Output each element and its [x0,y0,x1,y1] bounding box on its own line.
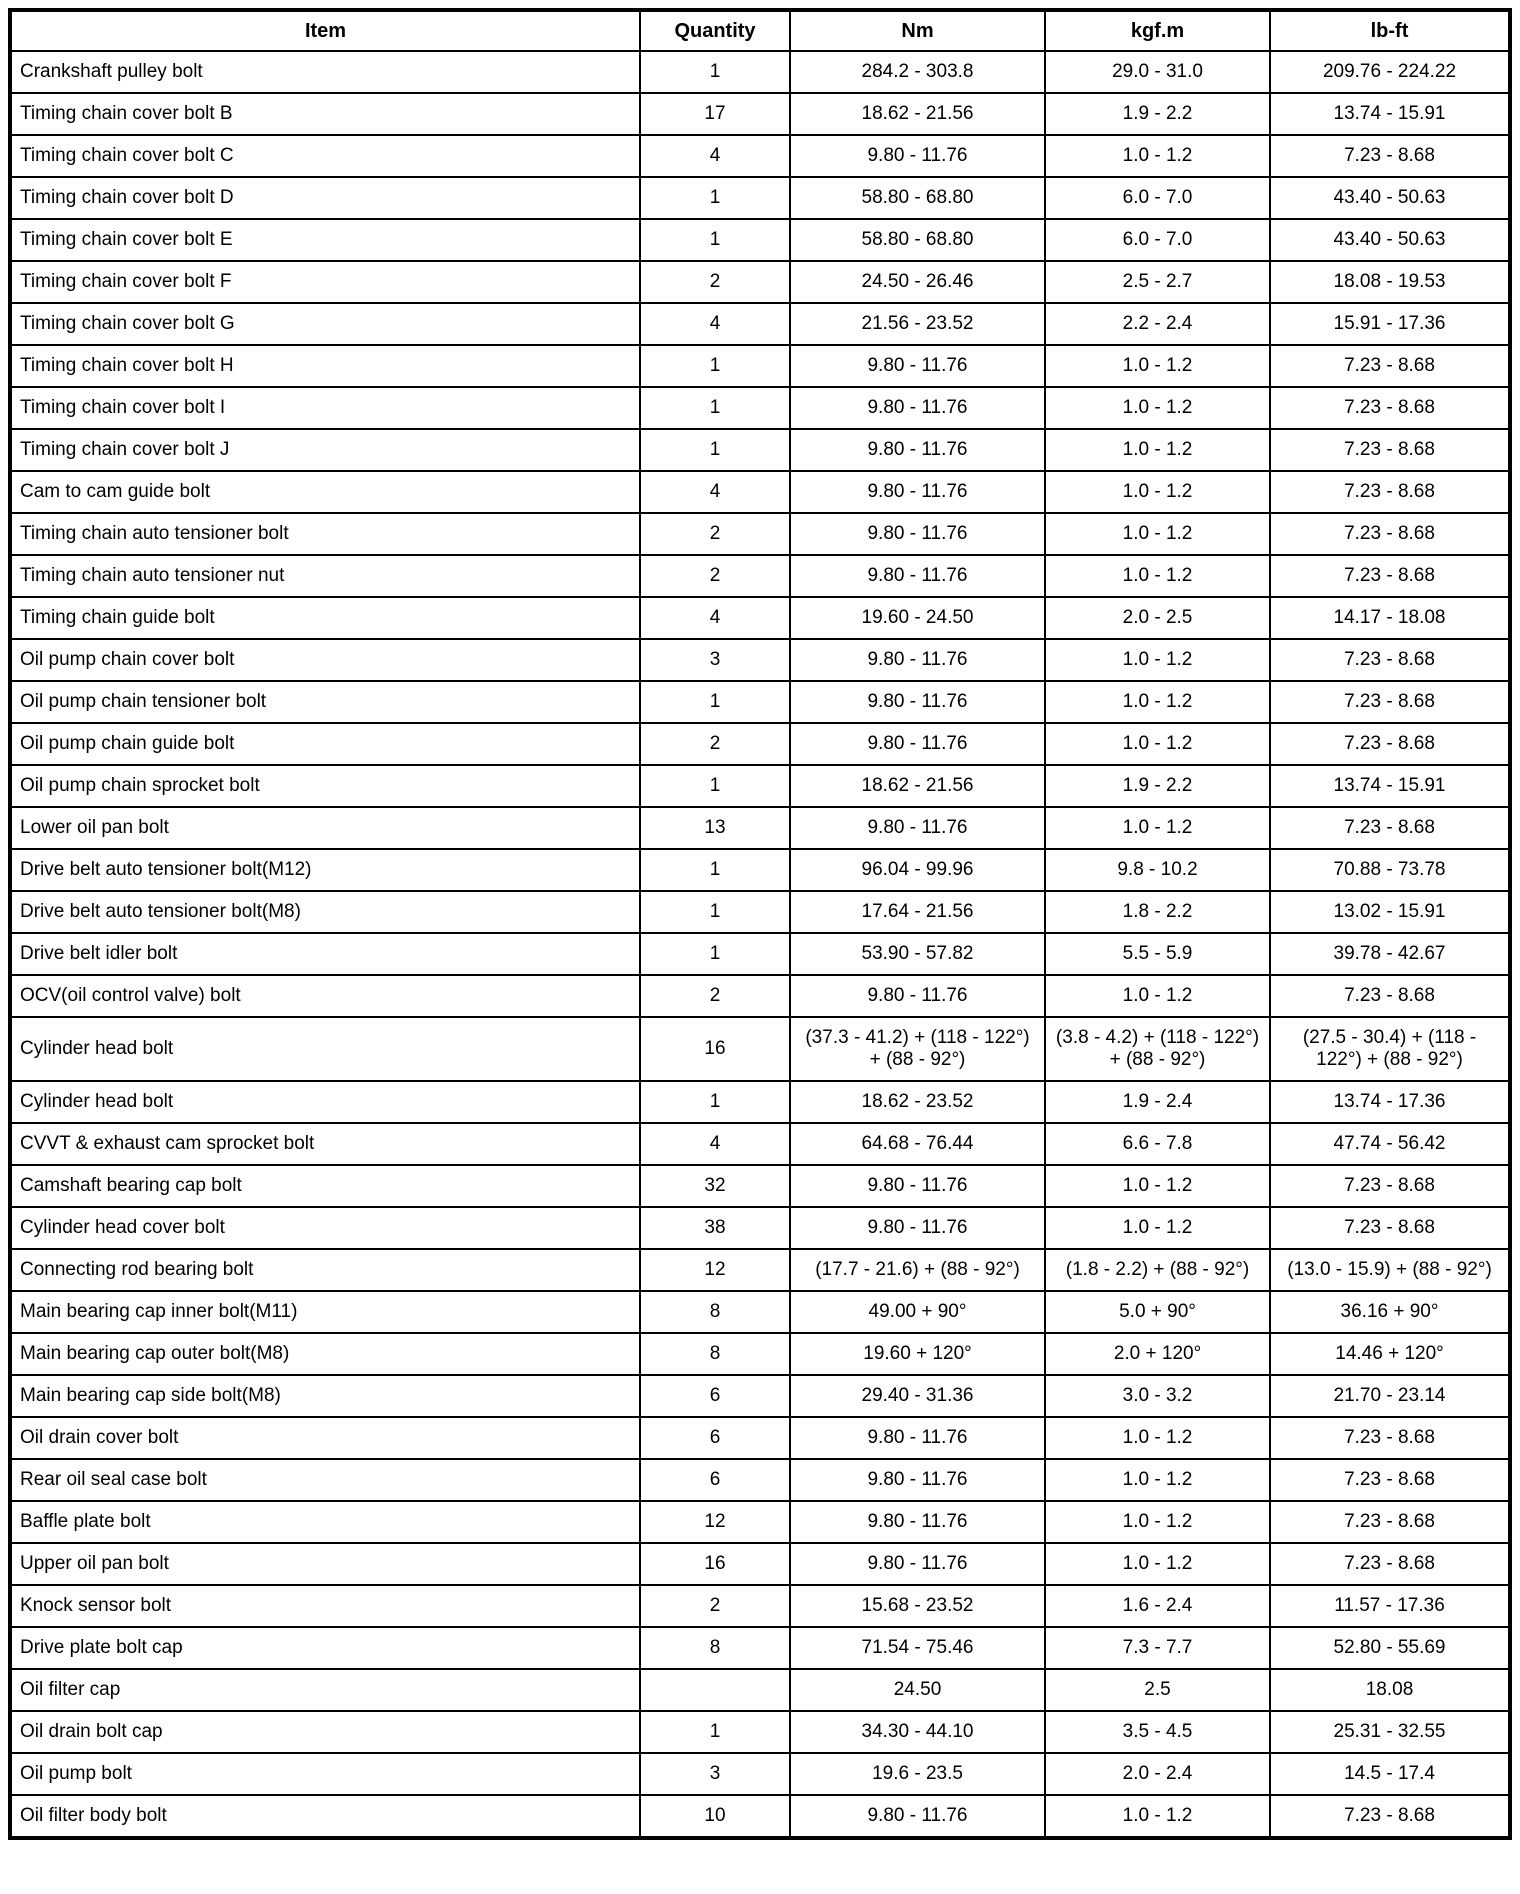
item-cell: Rear oil seal case bolt [10,1459,640,1501]
quantity-cell: 1 [640,429,790,471]
quantity-cell: 1 [640,891,790,933]
lbft-cell: 7.23 - 8.68 [1270,135,1510,177]
table-row [10,303,1510,345]
table-row [10,513,1510,555]
lbft-cell: 7.23 - 8.68 [1270,639,1510,681]
table-row [10,51,1510,93]
lbft-cell: (27.5 - 30.4) + (118 - 122°) + (88 - 92°) [1270,1017,1510,1081]
item-cell: Oil pump chain cover bolt [10,639,640,681]
quantity-cell: 8 [640,1627,790,1669]
nm-cell: 18.62 - 23.52 [790,1081,1045,1123]
kgfm-cell: 2.0 - 2.4 [1045,1753,1270,1795]
lbft-cell: 7.23 - 8.68 [1270,975,1510,1017]
nm-cell: 9.80 - 11.76 [790,975,1045,1017]
kgfm-cell: 1.0 - 1.2 [1045,555,1270,597]
table-row [10,1123,1510,1165]
kgfm-cell: 1.0 - 1.2 [1045,639,1270,681]
nm-cell: 64.68 - 76.44 [790,1123,1045,1165]
item-cell: Crankshaft pulley bolt [10,51,640,93]
table-row [10,1165,1510,1207]
header-row [10,10,1510,51]
table-row [10,1081,1510,1123]
header-nm: Nm [790,10,1045,51]
quantity-cell: 2 [640,723,790,765]
nm-cell: 19.60 + 120° [790,1333,1045,1375]
nm-cell: 24.50 [790,1669,1045,1711]
kgfm-cell: 5.0 + 90° [1045,1291,1270,1333]
kgfm-cell: 1.0 - 1.2 [1045,723,1270,765]
lbft-cell: 7.23 - 8.68 [1270,471,1510,513]
kgfm-cell: 2.0 - 2.5 [1045,597,1270,639]
item-cell: Timing chain cover bolt B [10,93,640,135]
nm-cell: 34.30 - 44.10 [790,1711,1045,1753]
nm-cell: 71.54 - 75.46 [790,1627,1045,1669]
nm-cell: 49.00 + 90° [790,1291,1045,1333]
kgfm-cell: 1.0 - 1.2 [1045,429,1270,471]
quantity-cell: 1 [640,933,790,975]
kgfm-cell: 1.0 - 1.2 [1045,135,1270,177]
table-row [10,1543,1510,1585]
nm-cell: (17.7 - 21.6) + (88 - 92°) [790,1249,1045,1291]
quantity-cell: 17 [640,93,790,135]
item-cell: Cylinder head cover bolt [10,1207,640,1249]
nm-cell: 58.80 - 68.80 [790,177,1045,219]
kgfm-cell: 1.0 - 1.2 [1045,1543,1270,1585]
quantity-cell: 2 [640,261,790,303]
quantity-cell: 1 [640,765,790,807]
nm-cell: 19.6 - 23.5 [790,1753,1045,1795]
table-row [10,765,1510,807]
nm-cell: 58.80 - 68.80 [790,219,1045,261]
quantity-cell: 16 [640,1543,790,1585]
nm-cell: 9.80 - 11.76 [790,1417,1045,1459]
table-row [10,177,1510,219]
nm-cell: 9.80 - 11.76 [790,723,1045,765]
lbft-cell: 7.23 - 8.68 [1270,1417,1510,1459]
lbft-cell: 7.23 - 8.68 [1270,345,1510,387]
lbft-cell: 7.23 - 8.68 [1270,1165,1510,1207]
lbft-cell: 7.23 - 8.68 [1270,1795,1510,1838]
nm-cell: 15.68 - 23.52 [790,1585,1045,1627]
kgfm-cell: 6.0 - 7.0 [1045,177,1270,219]
kgfm-cell: 29.0 - 31.0 [1045,51,1270,93]
item-cell: Timing chain auto tensioner nut [10,555,640,597]
item-cell: Main bearing cap outer bolt(M8) [10,1333,640,1375]
lbft-cell: 7.23 - 8.68 [1270,1501,1510,1543]
lbft-cell: 7.23 - 8.68 [1270,723,1510,765]
lbft-cell: 7.23 - 8.68 [1270,681,1510,723]
lbft-cell: 7.23 - 8.68 [1270,513,1510,555]
kgfm-cell: 1.0 - 1.2 [1045,1417,1270,1459]
kgfm-cell: 1.9 - 2.4 [1045,1081,1270,1123]
table-row [10,261,1510,303]
kgfm-cell: 2.5 [1045,1669,1270,1711]
table-row [10,807,1510,849]
kgfm-cell: 2.2 - 2.4 [1045,303,1270,345]
lbft-cell: 209.76 - 224.22 [1270,51,1510,93]
lbft-cell: 13.74 - 15.91 [1270,765,1510,807]
item-cell: Drive belt auto tensioner bolt(M8) [10,891,640,933]
table-row [10,1249,1510,1291]
lbft-cell: 36.16 + 90° [1270,1291,1510,1333]
item-cell: Drive plate bolt cap [10,1627,640,1669]
nm-cell: 9.80 - 11.76 [790,387,1045,429]
item-cell: Main bearing cap inner bolt(M11) [10,1291,640,1333]
table-row [10,1291,1510,1333]
lbft-cell: 14.5 - 17.4 [1270,1753,1510,1795]
table-row [10,975,1510,1017]
table-row [10,219,1510,261]
nm-cell: 53.90 - 57.82 [790,933,1045,975]
nm-cell: 9.80 - 11.76 [790,807,1045,849]
item-cell: Timing chain cover bolt G [10,303,640,345]
item-cell: Main bearing cap side bolt(M8) [10,1375,640,1417]
item-cell: Drive belt auto tensioner bolt(M12) [10,849,640,891]
nm-cell: 9.80 - 11.76 [790,555,1045,597]
nm-cell: 284.2 - 303.8 [790,51,1045,93]
table-row [10,597,1510,639]
table-row [10,1795,1510,1838]
nm-cell: 9.80 - 11.76 [790,513,1045,555]
table-row [10,1459,1510,1501]
quantity-cell: 2 [640,555,790,597]
lbft-cell: 15.91 - 17.36 [1270,303,1510,345]
quantity-cell: 2 [640,1585,790,1627]
lbft-cell: 7.23 - 8.68 [1270,1459,1510,1501]
table-row [10,849,1510,891]
table-row [10,471,1510,513]
quantity-cell: 3 [640,1753,790,1795]
torque-spec-table [8,8,1512,1840]
item-cell: Oil pump chain guide bolt [10,723,640,765]
quantity-cell: 6 [640,1459,790,1501]
kgfm-cell: 1.0 - 1.2 [1045,513,1270,555]
nm-cell: 96.04 - 99.96 [790,849,1045,891]
kgfm-cell: 1.0 - 1.2 [1045,1207,1270,1249]
table-row [10,1585,1510,1627]
lbft-cell: 21.70 - 23.14 [1270,1375,1510,1417]
nm-cell: 9.80 - 11.76 [790,681,1045,723]
kgfm-cell: 5.5 - 5.9 [1045,933,1270,975]
lbft-cell: 7.23 - 8.68 [1270,1543,1510,1585]
quantity-cell: 16 [640,1017,790,1081]
lbft-cell: 13.02 - 15.91 [1270,891,1510,933]
nm-cell: 18.62 - 21.56 [790,93,1045,135]
nm-cell: 9.80 - 11.76 [790,1501,1045,1543]
table-row [10,387,1510,429]
quantity-cell: 2 [640,513,790,555]
kgfm-cell: 1.6 - 2.4 [1045,1585,1270,1627]
quantity-cell: 12 [640,1501,790,1543]
table-row [10,1627,1510,1669]
item-cell: Cylinder head bolt [10,1081,640,1123]
nm-cell: 9.80 - 11.76 [790,1165,1045,1207]
item-cell: Cam to cam guide bolt [10,471,640,513]
item-cell: Oil pump chain tensioner bolt [10,681,640,723]
table-row [10,1417,1510,1459]
kgfm-cell: 2.5 - 2.7 [1045,261,1270,303]
kgfm-cell: 7.3 - 7.7 [1045,1627,1270,1669]
lbft-cell: 25.31 - 32.55 [1270,1711,1510,1753]
item-cell: Oil drain cover bolt [10,1417,640,1459]
table-row [10,1017,1510,1081]
lbft-cell: 18.08 - 19.53 [1270,261,1510,303]
nm-cell: 9.80 - 11.76 [790,1459,1045,1501]
lbft-cell: 13.74 - 17.36 [1270,1081,1510,1123]
quantity-cell: 6 [640,1417,790,1459]
quantity-cell: 1 [640,849,790,891]
kgfm-cell: 1.0 - 1.2 [1045,807,1270,849]
quantity-cell: 1 [640,1711,790,1753]
lbft-cell: 11.57 - 17.36 [1270,1585,1510,1627]
quantity-cell: 6 [640,1375,790,1417]
nm-cell: 24.50 - 26.46 [790,261,1045,303]
quantity-cell: 13 [640,807,790,849]
quantity-cell: 2 [640,975,790,1017]
kgfm-cell: 1.0 - 1.2 [1045,1459,1270,1501]
quantity-cell: 4 [640,135,790,177]
item-cell: OCV(oil control valve) bolt [10,975,640,1017]
quantity-cell: 4 [640,597,790,639]
item-cell: Timing chain guide bolt [10,597,640,639]
nm-cell: 18.62 - 21.56 [790,765,1045,807]
item-cell: Timing chain cover bolt C [10,135,640,177]
quantity-cell: 8 [640,1291,790,1333]
nm-cell: 9.80 - 11.76 [790,1543,1045,1585]
header-lbft: lb-ft [1270,10,1510,51]
quantity-cell: 10 [640,1795,790,1838]
lbft-cell: 43.40 - 50.63 [1270,219,1510,261]
lbft-cell: (13.0 - 15.9) + (88 - 92°) [1270,1249,1510,1291]
nm-cell: 17.64 - 21.56 [790,891,1045,933]
kgfm-cell: 1.0 - 1.2 [1045,975,1270,1017]
item-cell: Drive belt idler bolt [10,933,640,975]
table-row [10,1753,1510,1795]
quantity-cell: 12 [640,1249,790,1291]
quantity-cell: 3 [640,639,790,681]
item-cell: Oil pump chain sprocket bolt [10,765,640,807]
item-cell: Oil pump bolt [10,1753,640,1795]
quantity-cell: 1 [640,1081,790,1123]
quantity-cell: 1 [640,387,790,429]
table-row [10,429,1510,471]
item-cell: Timing chain auto tensioner bolt [10,513,640,555]
item-cell: Timing chain cover bolt E [10,219,640,261]
table-row [10,723,1510,765]
nm-cell: 9.80 - 11.76 [790,471,1045,513]
header-quantity: Quantity [640,10,790,51]
kgfm-cell: 6.0 - 7.0 [1045,219,1270,261]
lbft-cell: 7.23 - 8.68 [1270,387,1510,429]
table-row [10,681,1510,723]
nm-cell: 9.80 - 11.76 [790,639,1045,681]
quantity-cell: 4 [640,303,790,345]
kgfm-cell: 1.9 - 2.2 [1045,93,1270,135]
nm-cell: 19.60 - 24.50 [790,597,1045,639]
lbft-cell: 7.23 - 8.68 [1270,807,1510,849]
table-body [10,51,1510,1838]
item-cell: Cylinder head bolt [10,1017,640,1081]
quantity-cell: 32 [640,1165,790,1207]
table-row [10,1207,1510,1249]
item-cell: Upper oil pan bolt [10,1543,640,1585]
lbft-cell: 13.74 - 15.91 [1270,93,1510,135]
lbft-cell: 14.46 + 120° [1270,1333,1510,1375]
table-row [10,345,1510,387]
item-cell: CVVT & exhaust cam sprocket bolt [10,1123,640,1165]
nm-cell: 9.80 - 11.76 [790,1207,1045,1249]
kgfm-cell: 3.0 - 3.2 [1045,1375,1270,1417]
item-cell: Lower oil pan bolt [10,807,640,849]
nm-cell: 9.80 - 11.76 [790,135,1045,177]
lbft-cell: 39.78 - 42.67 [1270,933,1510,975]
kgfm-cell: 1.8 - 2.2 [1045,891,1270,933]
kgfm-cell: 1.0 - 1.2 [1045,1165,1270,1207]
item-cell: Connecting rod bearing bolt [10,1249,640,1291]
item-cell: Oil filter cap [10,1669,640,1711]
quantity-cell: 1 [640,681,790,723]
table-row [10,891,1510,933]
table-row [10,1333,1510,1375]
item-cell: Knock sensor bolt [10,1585,640,1627]
kgfm-cell: 1.0 - 1.2 [1045,387,1270,429]
item-cell: Timing chain cover bolt H [10,345,640,387]
lbft-cell: 7.23 - 8.68 [1270,1207,1510,1249]
lbft-cell: 70.88 - 73.78 [1270,849,1510,891]
lbft-cell: 7.23 - 8.68 [1270,429,1510,471]
lbft-cell: 18.08 [1270,1669,1510,1711]
quantity-cell: 4 [640,1123,790,1165]
item-cell: Timing chain cover bolt D [10,177,640,219]
kgfm-cell: 3.5 - 4.5 [1045,1711,1270,1753]
quantity-cell: 8 [640,1333,790,1375]
quantity-cell: 38 [640,1207,790,1249]
quantity-cell: 4 [640,471,790,513]
table-row [10,1375,1510,1417]
lbft-cell: 52.80 - 55.69 [1270,1627,1510,1669]
item-cell: Timing chain cover bolt I [10,387,640,429]
table-row [10,93,1510,135]
table-row [10,1501,1510,1543]
kgfm-cell: 1.0 - 1.2 [1045,1795,1270,1838]
table-row [10,1669,1510,1711]
item-cell: Oil drain bolt cap [10,1711,640,1753]
kgfm-cell: 1.9 - 2.2 [1045,765,1270,807]
header-item: Item [10,10,640,51]
nm-cell: 9.80 - 11.76 [790,345,1045,387]
lbft-cell: 7.23 - 8.68 [1270,555,1510,597]
lbft-cell: 14.17 - 18.08 [1270,597,1510,639]
header-kgfm: kgf.m [1045,10,1270,51]
quantity-cell: 1 [640,219,790,261]
item-cell: Timing chain cover bolt F [10,261,640,303]
item-cell: Baffle plate bolt [10,1501,640,1543]
kgfm-cell: (3.8 - 4.2) + (118 - 122°) + (88 - 92°) [1045,1017,1270,1081]
kgfm-cell: 6.6 - 7.8 [1045,1123,1270,1165]
table-row [10,933,1510,975]
nm-cell: 9.80 - 11.76 [790,1795,1045,1838]
nm-cell: (37.3 - 41.2) + (118 - 122°) + (88 - 92°) [790,1017,1045,1081]
item-cell: Timing chain cover bolt J [10,429,640,471]
nm-cell: 21.56 - 23.52 [790,303,1045,345]
item-cell: Camshaft bearing cap bolt [10,1165,640,1207]
table-row [10,555,1510,597]
quantity-cell [640,1669,790,1711]
quantity-cell: 1 [640,345,790,387]
table-row [10,135,1510,177]
kgfm-cell: 1.0 - 1.2 [1045,471,1270,513]
kgfm-cell: 1.0 - 1.2 [1045,681,1270,723]
nm-cell: 29.40 - 31.36 [790,1375,1045,1417]
quantity-cell: 1 [640,177,790,219]
kgfm-cell: 9.8 - 10.2 [1045,849,1270,891]
table-row [10,1711,1510,1753]
item-cell: Oil filter body bolt [10,1795,640,1838]
lbft-cell: 47.74 - 56.42 [1270,1123,1510,1165]
kgfm-cell: 1.0 - 1.2 [1045,345,1270,387]
kgfm-cell: 2.0 + 120° [1045,1333,1270,1375]
table-row [10,639,1510,681]
kgfm-cell: (1.8 - 2.2) + (88 - 92°) [1045,1249,1270,1291]
nm-cell: 9.80 - 11.76 [790,429,1045,471]
kgfm-cell: 1.0 - 1.2 [1045,1501,1270,1543]
lbft-cell: 43.40 - 50.63 [1270,177,1510,219]
quantity-cell: 1 [640,51,790,93]
